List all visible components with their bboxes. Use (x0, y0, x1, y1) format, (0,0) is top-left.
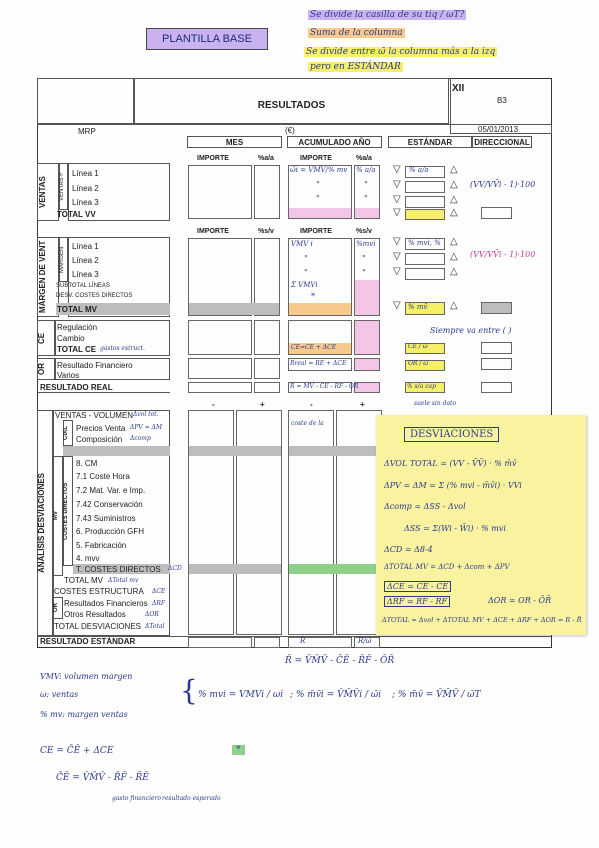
margen-row-2: Línea 2 (72, 256, 99, 265)
ventas-volumen: VENTAS - VOLUMEN (55, 411, 134, 420)
ventas-mes-pct[interactable] (254, 165, 280, 219)
template-title: PLANTILLA BASE (146, 28, 268, 50)
analisis-mes-minus[interactable] (188, 410, 234, 635)
col-acumulado: ACUMULADO AÑO (287, 136, 382, 148)
top-note-3: Se divide entre ω̄ la columna más a la izq (306, 47, 496, 57)
header-left-cell (37, 78, 134, 124)
ventas-direccional[interactable] (481, 207, 512, 219)
margen-row-1: Línea 1 (72, 242, 99, 251)
col-direccional: DIRECCIONAL (472, 136, 532, 148)
margen-label: MÁRGEN DE VENT (38, 240, 47, 314)
margen-direccional[interactable] (481, 302, 512, 314)
margen-row-3: Línea 3 (72, 270, 99, 279)
or-row-1: Resultado Financiero (57, 361, 133, 370)
analisis-acum-minus[interactable] (288, 410, 334, 635)
top-note-4: pero en ESTÁNDAR (310, 62, 401, 72)
ce-row-2: Cambio (57, 334, 85, 343)
ce-total: TOTAL CE (57, 345, 97, 354)
header-company: MRP (78, 127, 96, 136)
sticky-title: DESVIACIONES (404, 427, 499, 442)
header-code: B3 (497, 96, 507, 105)
header-roman: XII (452, 83, 465, 94)
margen-desv: DESV. COSTES DIRECTOS (56, 293, 133, 299)
analisis-mes-plus[interactable] (236, 410, 282, 635)
or-row-2: Varios (57, 371, 80, 380)
margen-total: TOTAL MV (57, 305, 97, 314)
resultado-real: RESULTADO REAL (40, 383, 113, 392)
resultado-estandar: RESULTADO ESTÁNDAR (40, 637, 136, 646)
header-title: RESULTADOS (257, 100, 326, 111)
ventas-mes-importe[interactable] (188, 165, 252, 219)
ventas-label: VENTAS (38, 176, 47, 208)
top-note-1: Se divide la casilla de su tiq / ωT? (310, 10, 465, 20)
top-note-2: Suma de la columna (310, 28, 403, 38)
header-date: 05/01/2013 (478, 125, 519, 134)
ce-row-1: Regulación (57, 323, 98, 332)
ventas-row-1: Línea 1 (72, 169, 99, 178)
header-unit: (€) (285, 126, 295, 135)
ventas-row-2: Línea 2 (72, 184, 99, 193)
ventas-row-3: Línea 3 (72, 198, 99, 207)
col-mes: MES (187, 136, 282, 148)
ventas-total: TOTAL VV (57, 210, 96, 219)
col-estandar: ESTÁNDAR (388, 136, 472, 148)
margen-subtotal: SUBTOTAL LÍNEAS (56, 283, 110, 289)
